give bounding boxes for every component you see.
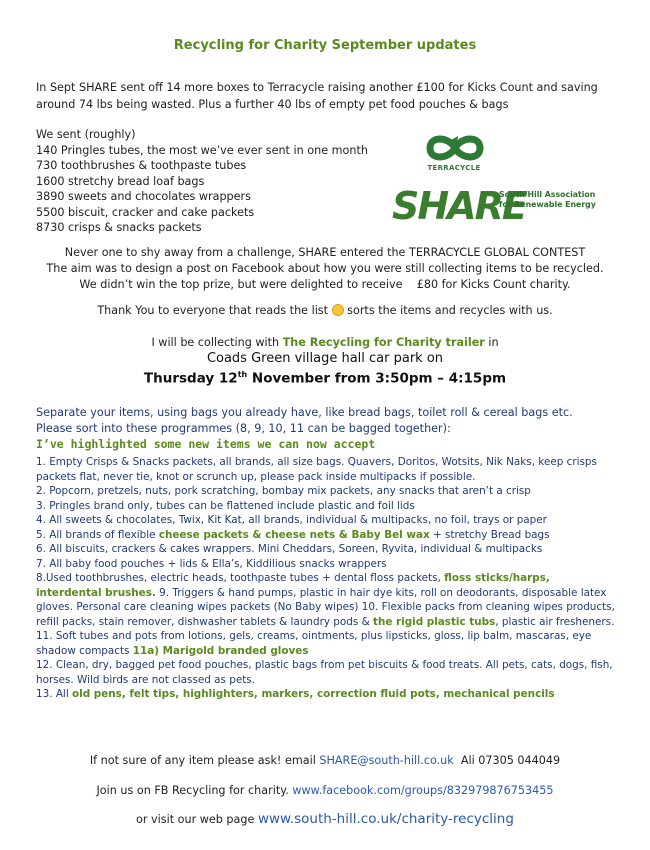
programme-text: 9. Triggers & hand pumps, plastic in hair dye kits, roll on deodorants, disposable latex gloves. Personal care cleaning wipes packets (No Baby wipes) (36, 586, 607, 613)
share-logo-subtitle: South Hill Association for Renewable Energy (499, 190, 596, 209)
programme-item (36, 528, 618, 543)
separate-line: Please sort into these programmes (8, 9, 10, 11 can be bagged together): (36, 422, 451, 435)
programme-text: 10. Flexible packs from cleaning wipes products, refill packs, stain remover, dishwasher tablets & laundry pods & (36, 601, 615, 628)
new-item-highlight: floss sticks/harps, interdental brushes. (36, 572, 550, 599)
email-link[interactable]: SHARE@south-hill.co.uk (319, 754, 454, 767)
collecting-suffix: in (488, 336, 499, 349)
date-sup: th (237, 370, 248, 379)
phone-text: Ali 07305 044049 (453, 754, 561, 767)
date-post: November from 3:50pm – 4:15pm (247, 370, 507, 387)
website-link[interactable]: www.south-hill.co.uk/charity-recycling (257, 811, 514, 827)
contact-line (0, 754, 650, 767)
programme-item: 12. Clean, dry, bagged pet food pouches, plastic bags from pet biscuits & food treats. All pets, cats, dogs, fish, horses. Wild birds are not classed as pets. (36, 659, 613, 686)
sent-item: 1600 stretchy bread loaf bags (36, 174, 205, 188)
new-item-highlight: the rigid plastic tubs (372, 615, 496, 628)
page-title: Recycling for Charity September updates (173, 38, 477, 53)
share-logo (392, 185, 602, 229)
separate-instructions (36, 405, 626, 437)
date-pre: Thursday 12 (143, 370, 238, 387)
programme-text: 13. All (36, 688, 73, 700)
new-item-highlight: 11a) Marigold branded gloves (132, 644, 309, 657)
separate-line: Separate your items, using bags you already have, like bread bags, toilet roll & cereal bags etc. (36, 406, 573, 419)
programme-item: 1. Empty Crisps & Snacks packets, all brands, all size bags. Quavers, Doritos, Wotsits, Nik Naks, keep crisps packets flat, never tie, knot or scrunch up, please pack inside multipacks if possible. (36, 456, 597, 483)
programme-text: 11. Soft tubes and pots from lotions, gels, creams, ointments, plus lipsticks, gloss, lip balm, mascaras, eye shadow compacts (36, 630, 592, 657)
programme-item (36, 687, 618, 702)
facebook-line (0, 784, 650, 797)
smiley-icon (332, 304, 344, 316)
trailer-name: The Recycling for Charity trailer (282, 336, 485, 349)
highlight-heading: I’ve highlighted some new items we can now accept (36, 437, 376, 451)
facebook-link[interactable]: www.facebook.com/groups/832979876753455 (292, 784, 554, 797)
programme-item: 7. All baby food pouches + lids & Ella’s, Kiddilious snacks wrappers (36, 557, 387, 570)
programme-item: 2. Popcorn, pretzels, nuts, pork scratching, bombay mix packets, any snacks that aren’t a crisp (36, 485, 531, 497)
contest-paragraph (0, 245, 650, 293)
programme-item (36, 571, 618, 658)
programme-item: 3. Pringles brand only, tubes can be flattened include plastic and foil lids (36, 499, 415, 512)
contest-line: Never one to shy away from a challenge, SHARE entered the TERRACYCLE GLOBAL CONTEST (64, 246, 586, 259)
sent-heading: We sent (roughly) (36, 128, 136, 141)
collecting-line (0, 336, 650, 349)
programme-item: 6. All biscuits, crackers & cakes wrappers. Mini Cheddars, Soreen, Ryvita, individual & multipacks (36, 543, 543, 555)
programme-text: + stretchy Bread bags (429, 528, 550, 541)
programme-list (36, 455, 618, 702)
intro-paragraph: In Sept SHARE sent off 14 more boxes to Terracycle raising another £100 for Kicks Count and saving around 74 lbs being wasted. Plus a further 40 lbs of empty pet food pouches & bags (36, 81, 598, 111)
thanks-text: Thank You to everyone that reads the list (97, 304, 329, 317)
sent-item: 5500 biscuit, cracker and cake packets (36, 205, 255, 219)
thank-you-line (0, 304, 650, 317)
collecting-prefix: I will be collecting with (151, 336, 280, 349)
contact-text: If not sure of any item please ask! email (89, 754, 320, 767)
new-item-highlight: cheese packets & cheese nets & Baby Bel wax (158, 528, 430, 541)
sent-item: 3890 sweets and chocolates wrappers (36, 190, 251, 203)
contest-line: We didn’t win the top prize, but were delighted to receive £80 for Kicks Count charity. (79, 278, 571, 291)
terracycle-logo-text: TERRACYCLE (427, 164, 481, 172)
share-logo-word-text: SHARE (392, 184, 526, 228)
facebook-text: Join us on FB Recycling for charity. (96, 784, 293, 797)
programme-text: , plastic air fresheners. (495, 615, 615, 628)
programme-text: 5. All brands of flexible (36, 528, 159, 541)
new-item-highlight: old pens, felt tips, highlighters, markers, correction fluid pots, mechanical pencils (72, 688, 555, 700)
contest-line: The aim was to design a post on Facebook about how you were still collecting items to be recycled. (46, 262, 604, 275)
collection-date (0, 370, 650, 387)
website-text: or visit our web page (136, 813, 258, 826)
programme-item: 4. All sweets & chocolates, Twix, Kit Kat, all brands, individual & multipacks, no foil, trays or paper (36, 514, 547, 526)
sent-list (36, 127, 396, 236)
sent-item: 8730 crisps & snacks packets (36, 221, 202, 234)
website-line (0, 811, 650, 827)
thanks-text-after: sorts the items and recycles with us. (347, 304, 553, 317)
sent-item: 140 Pringles tubes, the most we’ve ever sent in one month (36, 143, 368, 157)
collection-location: Coads Green village hall car park on (206, 351, 444, 366)
programme-text: 8.Used toothbrushes, electric heads, toothpaste tubes + dental floss packets, (36, 572, 445, 584)
sent-item: 730 toothbrushes & toothpaste tubes (36, 159, 247, 172)
